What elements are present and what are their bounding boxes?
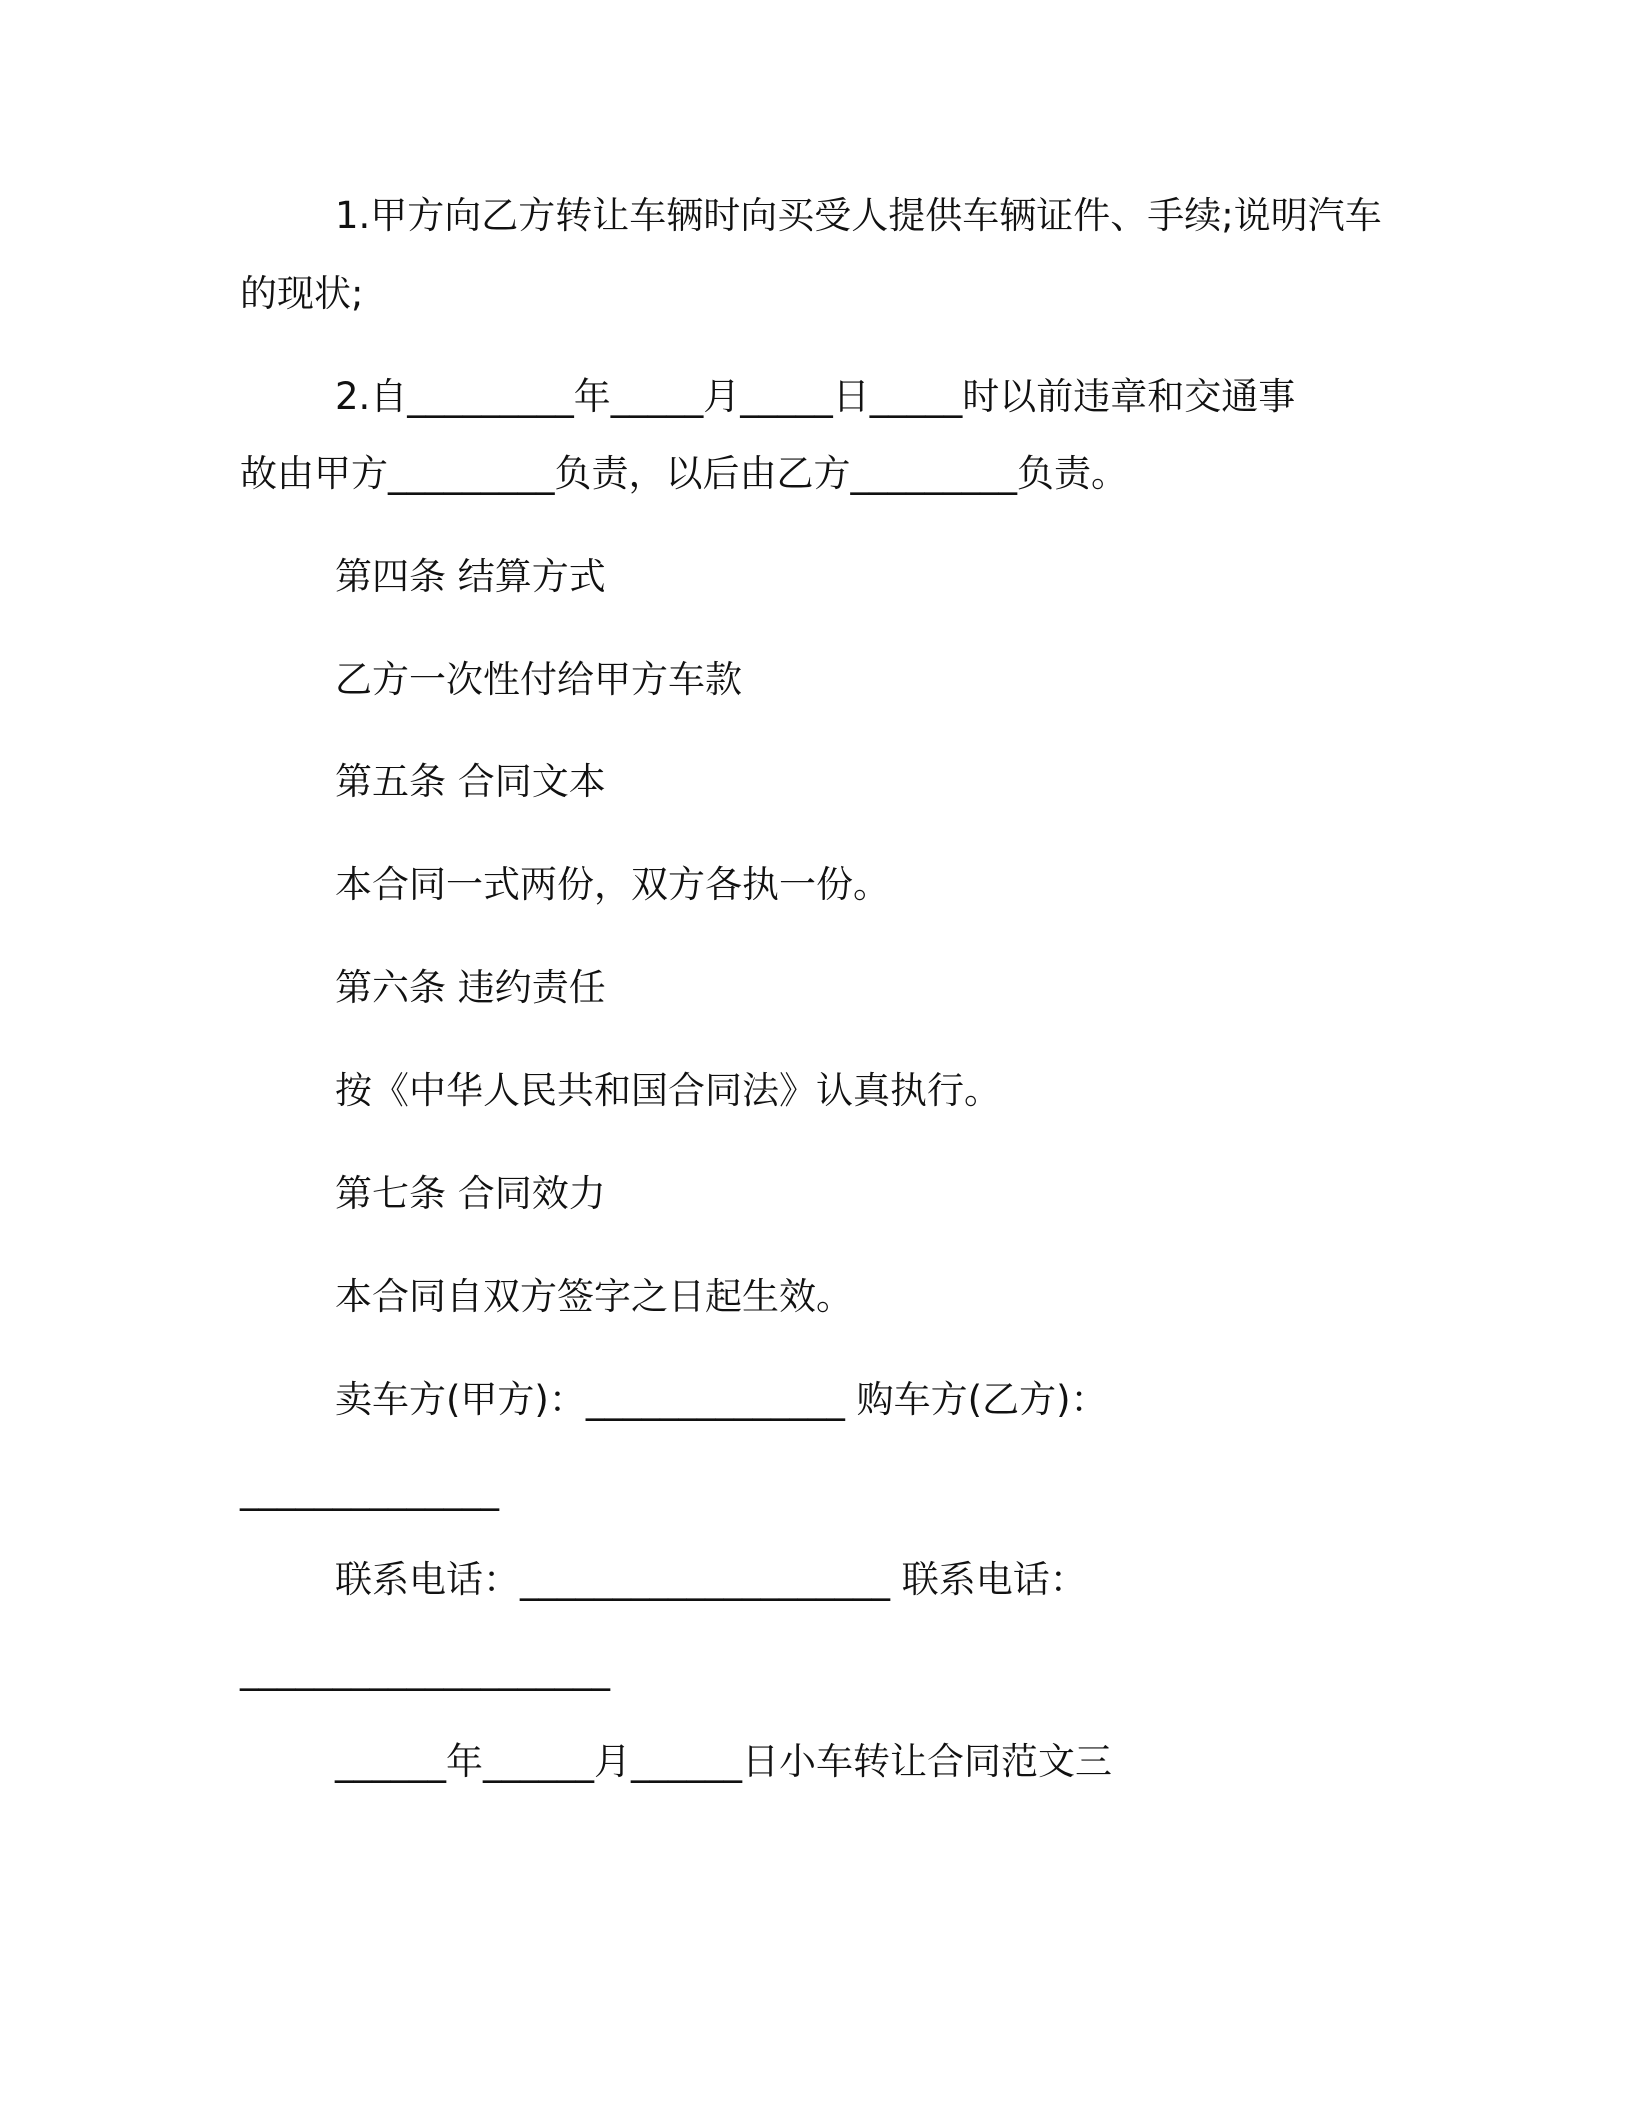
article-7-body: 本合同自双方签字之日起生效。 — [335, 1275, 853, 1318]
article-4-body: 乙方一次性付给甲方车款 — [335, 658, 742, 701]
article-5-heading: 第五条 合同文本 — [335, 760, 606, 803]
contact-phone-line: 联系电话：____________________ 联系电话： — [335, 1558, 1087, 1601]
signature-buyer-blank: ______________ — [240, 1468, 499, 1511]
clause-3-item-1-line-1: 1.甲方向乙方转让车辆时向买受人提供车辆证件、手续;说明汽车 — [335, 194, 1382, 237]
article-6-body: 按《中华人民共和国合同法》认真执行。 — [335, 1069, 1001, 1112]
signature-parties-line: 卖车方(甲方)：______________ 购车方(乙方)： — [335, 1378, 1108, 1421]
article-4-heading: 第四条 结算方式 — [335, 555, 606, 598]
contact-phone-buyer-blank: ____________________ — [240, 1648, 610, 1691]
clause-3-item-2-line-2: 故由甲方_________负责，以后由乙方_________负责。 — [240, 452, 1128, 495]
article-5-body: 本合同一式两份，双方各执一份。 — [335, 863, 890, 906]
clause-3-item-1-line-2: 的现状; — [240, 272, 364, 315]
article-7-heading: 第七条 合同效力 — [335, 1172, 606, 1215]
date-and-next-title-line: ______年______月______日小车转让合同范文三 — [335, 1740, 1112, 1783]
clause-3-item-2-line-1: 2.自_________年_____月_____日_____时以前违章和交通事 — [335, 375, 1296, 418]
article-6-heading: 第六条 违约责任 — [335, 966, 606, 1009]
